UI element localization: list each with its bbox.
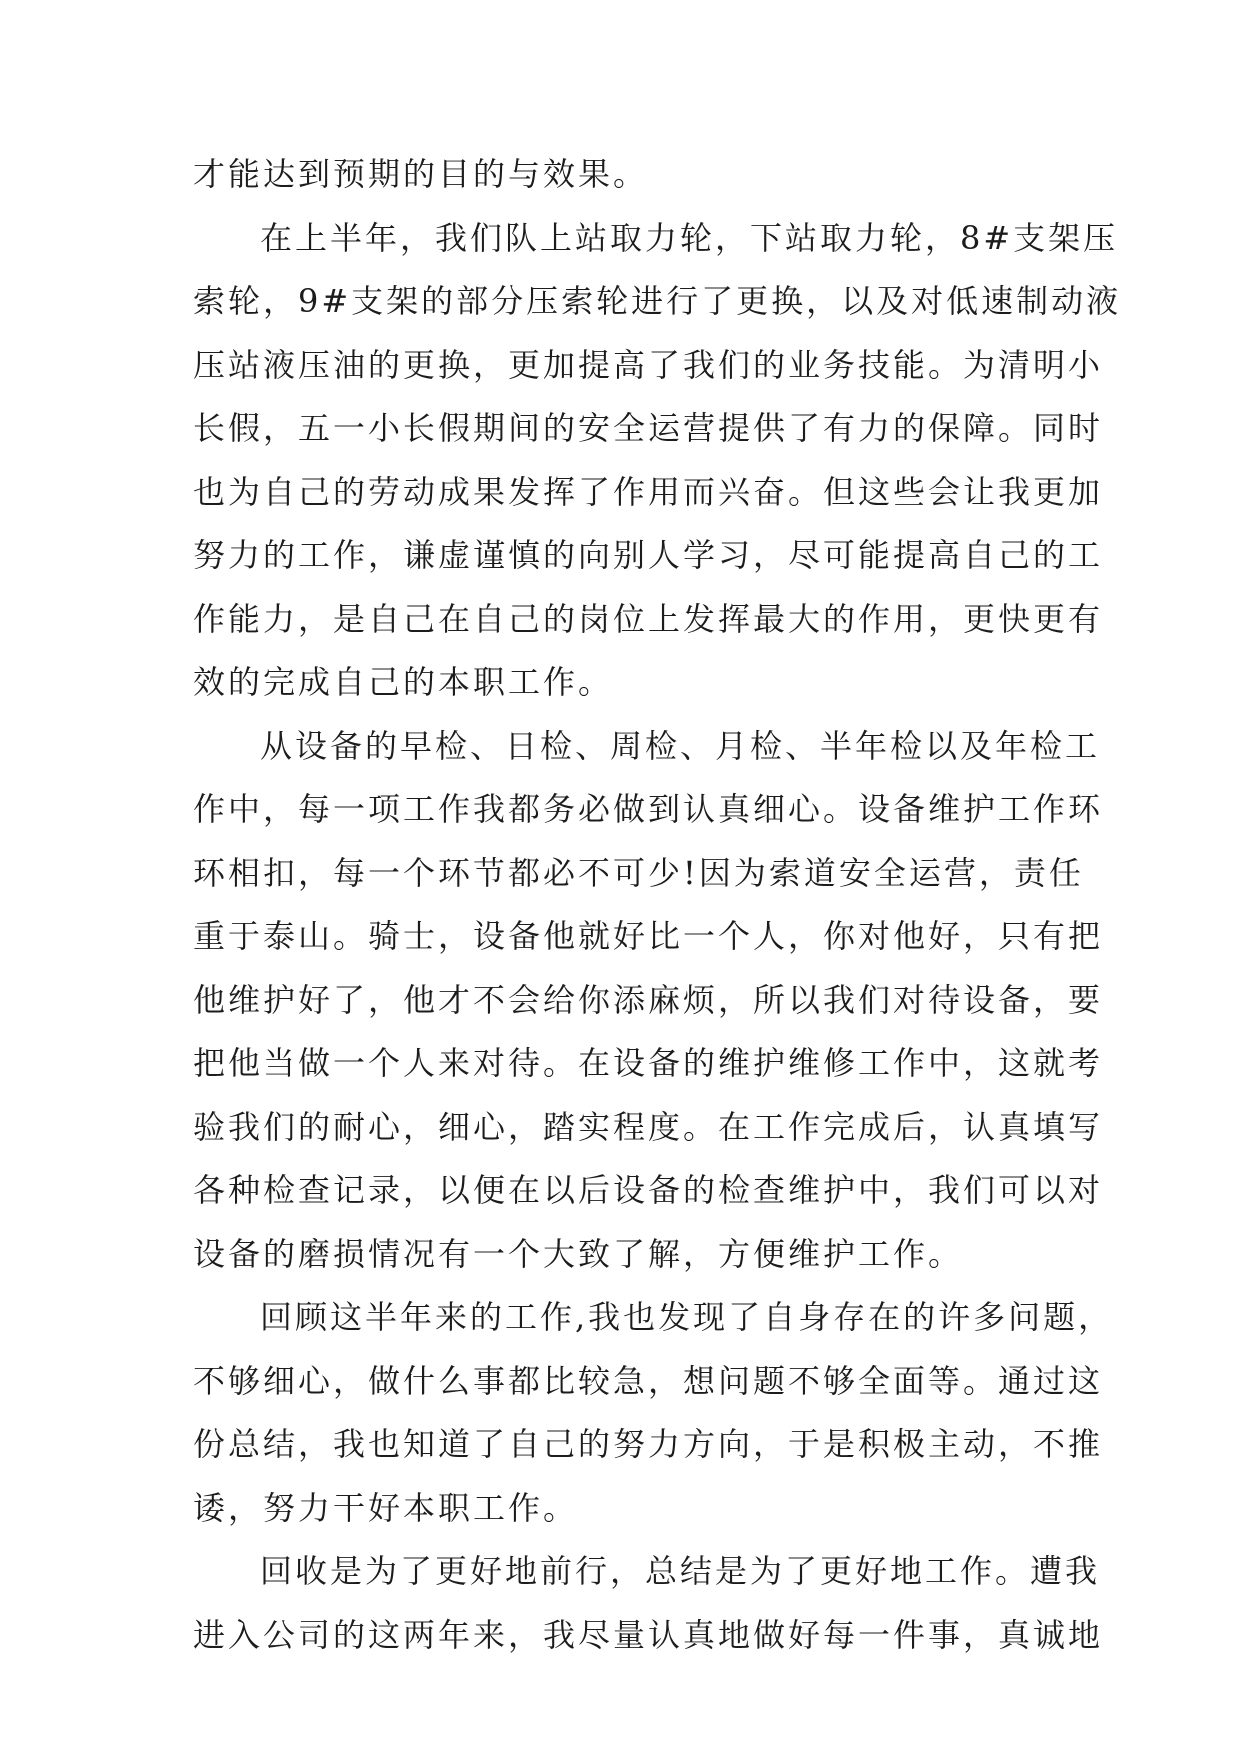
text-line: 效的完成自己的本职工作。 <box>193 663 614 701</box>
text-line: 努力的工作，谦虚谨慎的向别人学习，尽可能提高自己的工 <box>193 536 1104 574</box>
text-line: 不够细心，做什么事都比较急，想问题不够全面等。通过这 <box>193 1361 1104 1400</box>
paragraph-first-line: 回顾这半年来的工作,我也发现了自身存在的许多问题， <box>260 1298 1114 1336</box>
text-line: 才能达到预期的目的与效果。 <box>193 155 649 193</box>
document-body <box>193 152 1122 1676</box>
text-line: 压站液压油的更换，更加提高了我们的业务技能。为清明小 <box>193 345 1104 384</box>
text-line: 长假，五一小长假期间的安全运营提供了有力的保障。同时 <box>193 409 1104 447</box>
text-line: 作中，每一项工作我都务必做到认真细心。设备维护工作环 <box>193 790 1104 828</box>
text-line: 把他当做一个人来对待。在设备的维护维修工作中，这就考 <box>193 1044 1104 1082</box>
text-line: 诿，努力干好本职工作。 <box>193 1488 579 1527</box>
text-line: 份总结，我也知道了自己的努力方向，于是积极主动，不推 <box>193 1425 1104 1463</box>
text-line: 验我们的耐心，细心，踏实程度。在工作完成后，认真填写 <box>193 1107 1104 1146</box>
text-line: 重于泰山。骑士，设备他就好比一个人，你对他好，只有把 <box>193 917 1104 955</box>
text-line: 环相扣，每一个环节都必不可少!因为索道安全运营，责任 <box>193 853 1084 892</box>
text-line: 也为自己的劳动成果发挥了作用而兴奋。但这些会让我更加 <box>193 472 1104 511</box>
text-line: 各种检查记录，以便在以后设备的检查维护中，我们可以对 <box>193 1171 1104 1209</box>
paragraph-first-line: 回收是为了更好地前行，总结是为了更好地工作。遭我 <box>260 1552 1101 1590</box>
text-line: 作能力，是自己在自己的岗位上发挥最大的作用，更快更有 <box>193 599 1104 638</box>
paragraph-first-line: 从设备的早检、日检、周检、月检、半年检以及年检工 <box>260 726 1101 765</box>
paragraph-first-line: 在上半年，我们队上站取力轮，下站取力轮，8#支架压 <box>260 218 1119 257</box>
text-line: 索轮，9#支架的部分压索轮进行了更换，以及对低速制动液 <box>193 282 1122 320</box>
text-line: 设备的磨损情况有一个大致了解，方便维护工作。 <box>193 1234 964 1273</box>
text-line: 进入公司的这两年来，我尽量认真地做好每一件事，真诚地 <box>193 1615 1104 1654</box>
text-line: 他维护好了，他才不会给你添麻烦，所以我们对待设备，要 <box>193 980 1104 1019</box>
